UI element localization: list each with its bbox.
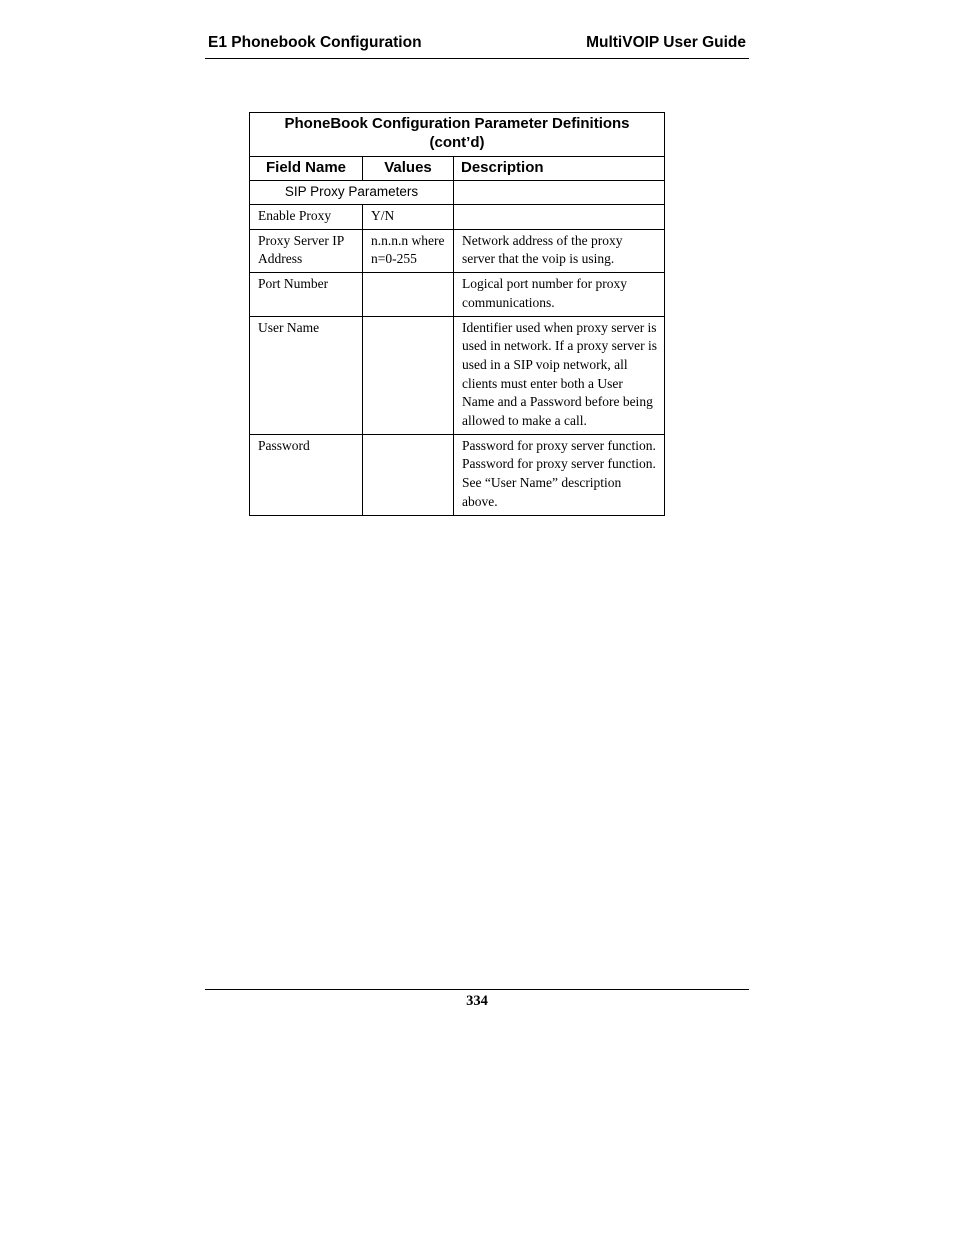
section-label: SIP Proxy Parameters <box>250 181 454 205</box>
column-header-description: Description <box>454 157 665 181</box>
cell-values: n.n.n.n where n=0-255 <box>363 229 454 272</box>
cell-description: Identifier used when proxy server is used in network. If a proxy server is used in a SIP voip network, all clients must enter both a User Name and a Password before being allowed to make a call. <box>454 316 665 434</box>
table-row <box>250 434 665 515</box>
cell-field-name: Proxy Server IP Address <box>250 229 363 272</box>
parameter-definitions-table <box>249 112 665 516</box>
column-header-field-name: Field Name <box>250 157 363 181</box>
section-row <box>250 181 665 205</box>
table-row <box>250 229 665 272</box>
cell-field-name: Port Number <box>250 273 363 316</box>
page-header <box>205 31 749 59</box>
cell-description <box>454 205 665 230</box>
page-number: 334 <box>466 993 488 1009</box>
table-row <box>250 273 665 316</box>
cell-description: Network address of the proxy server that the voip is using. <box>454 229 665 272</box>
table-row <box>250 205 665 230</box>
table-caption <box>250 113 665 157</box>
cell-field-name: Password <box>250 434 363 515</box>
table-caption-line2: (cont’d) <box>429 134 485 151</box>
cell-description: Password for proxy server function. Password for proxy server function. See “User Name” description above. <box>454 434 665 515</box>
section-empty-cell <box>454 181 665 205</box>
page-footer <box>205 989 749 1010</box>
table-header-row <box>250 157 665 181</box>
cell-field-name: User Name <box>250 316 363 434</box>
header-section-title: E1 Phonebook Configuration <box>208 34 422 51</box>
cell-values <box>363 273 454 316</box>
table-caption-line1: PhoneBook Configuration Parameter Definitions <box>284 115 630 132</box>
cell-values: Y/N <box>363 205 454 230</box>
table-row <box>250 316 665 434</box>
cell-field-name: Enable Proxy <box>250 205 363 230</box>
header-guide-title: MultiVOIP User Guide <box>586 34 746 51</box>
cell-values <box>363 316 454 434</box>
column-header-values: Values <box>363 157 454 181</box>
cell-values <box>363 434 454 515</box>
cell-description: Logical port number for proxy communications. <box>454 273 665 316</box>
table-caption-row <box>250 113 665 157</box>
